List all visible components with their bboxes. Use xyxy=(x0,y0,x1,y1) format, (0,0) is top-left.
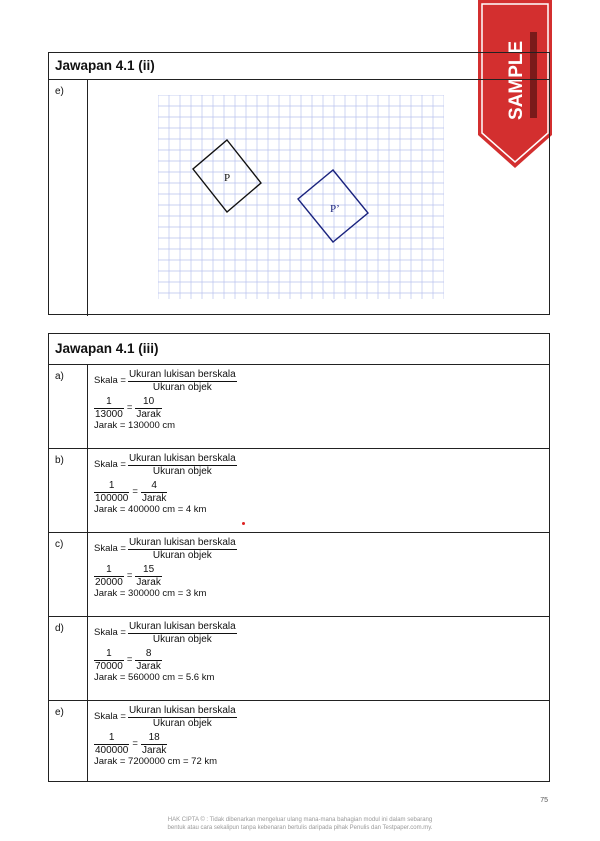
answer-box-4-1-iii xyxy=(48,333,550,782)
ratio-denominator: 70000 xyxy=(95,660,123,672)
result-line: Jarak = 400000 cm = 4 km xyxy=(94,504,207,515)
result-line: Jarak = 560000 cm = 5.6 km xyxy=(94,672,215,683)
skala-numerator: Ukuran lukisan berskala xyxy=(128,537,236,548)
column-divider xyxy=(87,449,88,532)
skala-label: Skala = xyxy=(94,458,126,470)
skala-numerator: Ukuran lukisan berskala xyxy=(128,369,236,380)
answer-row xyxy=(49,533,549,617)
skala-denominator: Ukuran objek xyxy=(152,549,212,561)
column-divider xyxy=(87,617,88,700)
ratio-numerator: 1 xyxy=(94,480,129,493)
map-numerator: 4 xyxy=(141,480,167,493)
shape-p-label: P xyxy=(224,172,231,184)
row-label: d) xyxy=(55,623,64,634)
row-label: e) xyxy=(55,86,64,97)
ratio-numerator: 1 xyxy=(94,732,129,745)
result-line: Jarak = 7200000 cm = 72 km xyxy=(94,756,218,767)
answer-row xyxy=(49,365,549,449)
skala-denominator: Ukuran objek xyxy=(152,717,212,729)
working: Skala = $\frac{\text{Ukuran lukisan berskala}}{\text{Ukuran objek}}$ $\frac{1}{13000}$ = $\frac{10}{\text{Jarak}}$ Jarak = 130000 cm xyxy=(94,369,236,431)
sample-label: SAMPLE xyxy=(506,40,527,120)
skala-label: Skala = xyxy=(94,542,126,554)
row-label: a) xyxy=(55,371,64,382)
column-divider xyxy=(87,365,88,448)
row-label: e) xyxy=(55,707,64,718)
skala-numerator: Ukuran lukisan berskala xyxy=(128,621,236,632)
column-divider xyxy=(87,533,88,616)
copyright-line: bentuk atau cara sekalipun tanpa kebenaran bertulis daripada pihak Penulis dan Testpaper.com.my. xyxy=(167,825,433,832)
red-dot-mark xyxy=(242,522,245,525)
map-denominator: Jarak xyxy=(136,660,161,672)
answer-row xyxy=(49,449,549,533)
working: Skala = $\frac{\text{Ukuran lukisan berskala}}{\text{Ukuran objek}}$ $\frac{1}{100000}$ = $\frac{4}{\text{Jarak}}$ Jarak = 400000 cm = 4 km xyxy=(94,453,236,515)
skala-denominator: Ukuran objek xyxy=(152,465,212,477)
result-line: Jarak = 130000 cm xyxy=(94,420,176,431)
map-denominator: Jarak xyxy=(141,492,167,504)
map-numerator: 10 xyxy=(135,396,161,409)
working: Skala = $\frac{\text{Ukuran lukisan berskala}}{\text{Ukuran objek}}$ $\frac{1}{400000}$ = $\frac{18}{\text{Jarak}}$ Jarak = 7200000 cm = 72 km xyxy=(94,705,236,767)
answer-row xyxy=(49,617,549,701)
working: Skala = $\frac{\text{Ukuran lukisan berskala}}{\text{Ukuran objek}}$ $\frac{1}{20000}$ = $\frac{15}{\text{Jarak}}$ Jarak = 300000 cm = 3 km xyxy=(94,537,236,599)
section-title: Jawapan 4.1 (iii) xyxy=(49,334,549,365)
ratio-numerator: 1 xyxy=(94,648,124,661)
copyright-notice xyxy=(0,816,600,833)
map-numerator: 8 xyxy=(135,648,161,661)
ratio-numerator: 1 xyxy=(94,396,124,409)
ratio-numerator: 1 xyxy=(94,564,124,577)
skala-denominator: Ukuran objek xyxy=(152,633,212,645)
column-divider xyxy=(87,701,88,782)
skala-numerator: Ukuran lukisan berskala xyxy=(128,453,236,464)
map-denominator: Jarak xyxy=(141,744,167,756)
working: Skala = $\frac{\text{Ukuran lukisan berskala}}{\text{Ukuran objek}}$ $\frac{1}{70000}$ = $\frac{8}{\text{Jarak}}$ Jarak = 560000 cm = 5.6 km xyxy=(94,621,236,683)
ratio-denominator: 100000 xyxy=(95,492,129,504)
skala-label: Skala = xyxy=(94,374,126,386)
map-denominator: Jarak xyxy=(136,408,161,420)
map-numerator: 15 xyxy=(135,564,161,577)
skala-numerator: Ukuran lukisan berskala xyxy=(128,705,236,716)
row-label: c) xyxy=(55,539,64,550)
skala-label: Skala = xyxy=(94,626,126,638)
ratio-denominator: 400000 xyxy=(95,744,129,756)
map-numerator: 18 xyxy=(141,732,167,745)
ratio-denominator: 13000 xyxy=(95,408,123,420)
skala-label: Skala = xyxy=(94,710,126,722)
row-label: b) xyxy=(55,455,64,466)
skala-denominator: Ukuran objek xyxy=(152,381,212,393)
copyright-line: HAK CIPTA © : Tidak dibenarkan mengeluar ulang mana-mana bahagian modul ini dalam sebarang xyxy=(167,817,433,823)
answer-row xyxy=(49,701,549,782)
map-denominator: Jarak xyxy=(136,576,161,588)
result-line: Jarak = 300000 cm = 3 km xyxy=(94,588,207,599)
shape-p-prime-label: P’ xyxy=(330,203,340,215)
section-title: Jawapan 4.1 (ii) xyxy=(49,53,549,80)
page-number: 75 xyxy=(540,797,548,804)
column-divider xyxy=(87,80,88,316)
grid-diagram xyxy=(158,95,444,304)
ratio-denominator: 20000 xyxy=(95,576,123,588)
